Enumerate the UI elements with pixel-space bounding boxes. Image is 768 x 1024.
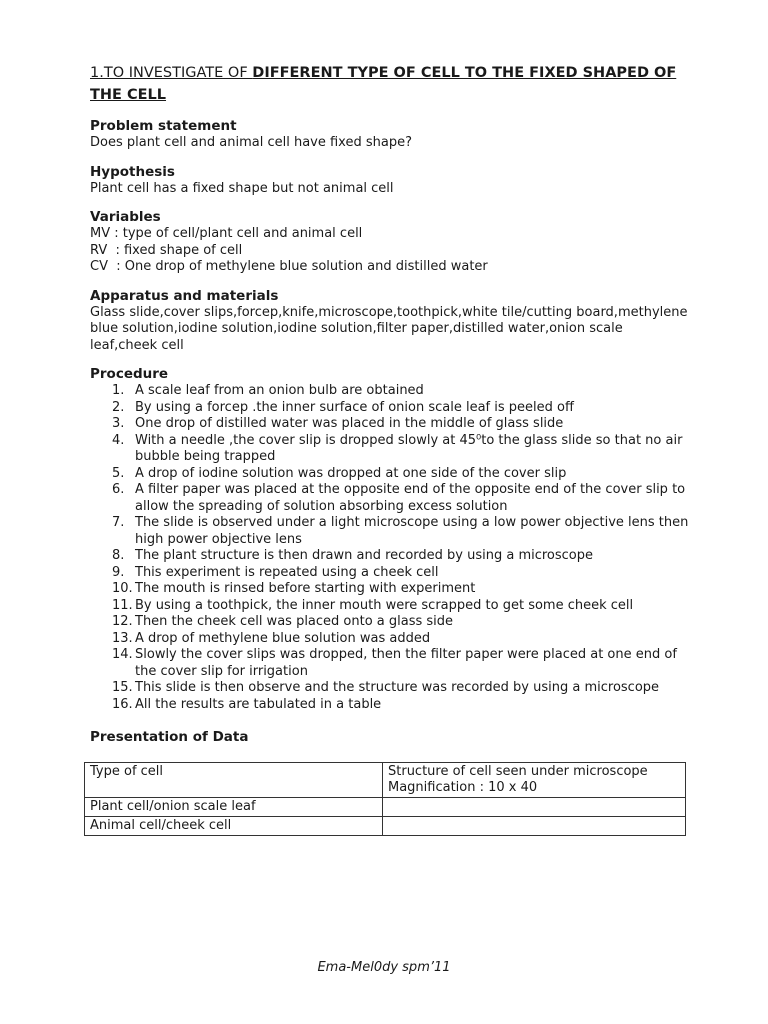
problem-text: Does plant cell and animal cell have fixed shape? xyxy=(90,135,412,150)
procedure-step xyxy=(90,680,690,697)
step-text: Then the cheek cell was placed onto a glass side xyxy=(135,614,454,629)
hypothesis-heading: Hypothesis xyxy=(90,163,175,180)
variable-rv: RV : fixed shape of cell xyxy=(90,242,243,258)
header-cell-structure xyxy=(383,763,686,798)
step-text: The mouth is rinsed before starting with experiment xyxy=(135,581,476,596)
cell-structure xyxy=(383,817,686,836)
procedure-step xyxy=(90,515,690,548)
header-structure-label: Structure of cell seen under microscope xyxy=(388,764,648,779)
title-main: DIFFERENT TYPE OF CELL TO THE FIXED SHAPED OF THE CELL xyxy=(90,65,677,103)
procedure-step xyxy=(90,482,690,515)
variables-section xyxy=(90,209,690,276)
table-header-row xyxy=(85,763,686,798)
step-number: 14. xyxy=(112,647,133,662)
step-text: All the results are tabulated in a table xyxy=(135,696,382,712)
cell-type: Plant cell/onion scale leaf xyxy=(85,798,383,817)
apparatus-section xyxy=(90,288,690,355)
procedure-step xyxy=(90,565,690,582)
procedure-step xyxy=(90,400,690,417)
step-number: 5. xyxy=(112,465,125,481)
step-text: This experiment is repeated using a cheek cell xyxy=(135,564,439,580)
step-text: A drop of methylene blue solution was added xyxy=(135,630,431,646)
step-text: The plant structure is then drawn and recorded by using a microscope xyxy=(135,548,594,563)
document-title xyxy=(90,62,690,106)
procedure-step xyxy=(90,581,690,598)
procedure-step xyxy=(90,416,690,433)
step-text: A scale leaf from an onion bulb are obtained xyxy=(135,383,424,398)
cell-type: Animal cell/cheek cell xyxy=(85,817,383,836)
step-text: Slowly the cover slips was dropped, then the filter paper were placed at one end of the cover slip for irrigation xyxy=(135,647,677,679)
document-page xyxy=(90,62,690,836)
step-number: 4. xyxy=(112,432,125,448)
procedure-step xyxy=(90,433,690,466)
hypothesis-section xyxy=(90,164,690,198)
procedure-step xyxy=(90,697,690,714)
step-number: 15. xyxy=(112,680,133,695)
procedure-step xyxy=(90,383,690,400)
hypothesis-text: Plant cell has a fixed shape but not animal cell xyxy=(90,180,394,196)
procedure-step xyxy=(90,614,690,631)
step-number: 8. xyxy=(112,548,125,563)
step-number: 2. xyxy=(112,399,125,415)
step-number: 11. xyxy=(112,597,133,613)
step-text: A drop of iodine solution was dropped at one side of the cover slip xyxy=(135,465,567,481)
variables-heading: Variables xyxy=(90,209,161,225)
step-text: One drop of distilled water was placed in the middle of glass slide xyxy=(135,416,564,431)
variable-cv: CV : One drop of methylene blue solution and distilled water xyxy=(90,259,488,274)
procedure-list xyxy=(90,383,690,713)
apparatus-text: Glass slide,cover slips,forcep,knife,microscope,toothpick,white tile/cutting board,methylene blue solution,iodine solution,iodine solution,filter paper,distilled water,onion scale leaf,cheek cell xyxy=(90,304,688,353)
procedure-step xyxy=(90,598,690,615)
cell-structure xyxy=(383,798,686,817)
apparatus-heading: Apparatus and materials xyxy=(90,287,279,304)
procedure-heading: Procedure xyxy=(90,366,169,382)
step-text: By using a forcep .the inner surface of onion scale leaf is peeled off xyxy=(135,399,574,415)
step-text: With a needle ,the cover slip is dropped slowly at 45⁰to the glass slide so that no air bubble being trapped xyxy=(135,432,683,464)
step-number: 13. xyxy=(112,630,133,646)
procedure-section xyxy=(90,366,690,713)
header-magnification: Magnification : 10 x 40 xyxy=(388,780,538,795)
table-row xyxy=(85,817,686,836)
step-number: 6. xyxy=(112,482,125,497)
step-number: 3. xyxy=(112,416,125,431)
variable-mv: MV : type of cell/plant cell and animal cell xyxy=(90,226,363,241)
step-number: 12. xyxy=(112,614,133,629)
step-text: This slide is then observe and the structure was recorded by using a microscope xyxy=(135,680,660,695)
procedure-step xyxy=(90,647,690,680)
header-cell-type: Type of cell xyxy=(85,763,383,798)
data-heading: Presentation of Data xyxy=(90,729,249,745)
procedure-step xyxy=(90,548,690,565)
table-row xyxy=(85,798,686,817)
problem-section xyxy=(90,118,690,152)
problem-heading: Problem statement xyxy=(90,118,237,134)
procedure-step xyxy=(90,466,690,483)
data-section xyxy=(90,729,690,836)
step-text: A filter paper was placed at the opposite end of the opposite end of the cover slip to allow the spreading of solution absorbing excess solution xyxy=(135,482,686,514)
step-number: 10. xyxy=(112,581,133,596)
step-text: The slide is observed under a light microscope using a low power objective lens then high power objective lens xyxy=(135,515,689,547)
step-number: 16. xyxy=(112,696,133,712)
procedure-step xyxy=(90,631,690,648)
step-number: 9. xyxy=(112,564,125,580)
title-prefix: 1.TO INVESTIGATE OF xyxy=(90,65,253,81)
step-number: 7. xyxy=(112,515,125,530)
results-table xyxy=(84,762,686,836)
step-number: 1. xyxy=(112,383,125,398)
page-footer: Ema-Mel0dy spm’11 xyxy=(317,960,451,975)
step-text: By using a toothpick, the inner mouth were scrapped to get some cheek cell xyxy=(135,597,634,613)
